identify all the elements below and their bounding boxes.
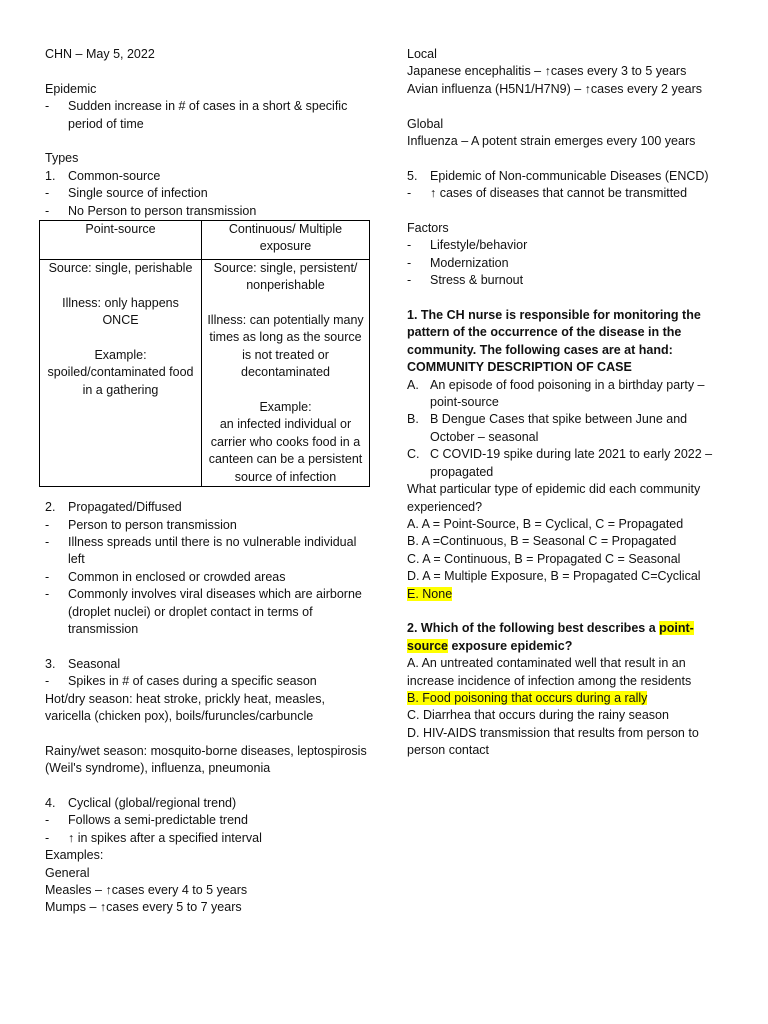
- je-line: Japanese encephalitis – ↑cases every 3 to 5 years: [407, 64, 687, 79]
- list-item: 2. Propagated/Diffused: [45, 500, 182, 515]
- list-item: - Lifestyle/behavior: [407, 238, 528, 253]
- list-item: - Sudden increase in # of cases in a short & specific period of time: [45, 99, 348, 131]
- rainy-season-text: Rainy/wet season: mosquito-borne diseases, leptospirosis (Weil's syndrome), influenza, pneumonia: [45, 743, 367, 776]
- right-column: [407, 46, 727, 760]
- table-cell-continuous: Source: single, persistent/ nonperishable Illness: can potentially many times as long as the source is not treated or decontaminated Example: an infected individual or carrier who cooks food in a canteen can be a persistent source of infection: [202, 259, 370, 486]
- list-item: - Single source of infection: [45, 186, 208, 201]
- table-cell-point-source: Source: single, perishable Illness: only happens ONCE Example: spoiled/contaminated food in a gathering: [40, 259, 202, 486]
- global-label: Global: [407, 116, 444, 131]
- list-item: C. C COVID-19 spike during late 2021 to early 2022 – propagated: [407, 447, 713, 479]
- list-item: - No Person to person transmission: [45, 203, 257, 218]
- option: A. A = Point-Source, B = Cyclical, C = Propagated: [407, 516, 684, 531]
- list-item: 1. Common-source: [45, 168, 161, 183]
- epidemic-heading: Epidemic: [45, 81, 97, 96]
- question-1-prompt: What particular type of epidemic did each community experienced?: [407, 482, 701, 514]
- list-item: 5. Epidemic of Non-communicable Diseases (ENCD): [407, 168, 709, 183]
- answer-highlight: B. Food poisoning that occurs during a rally: [407, 690, 648, 705]
- option: A. An untreated contaminated well that result in an increase incidence of infection among the residents: [407, 656, 692, 688]
- list-item: - Illness spreads until there is no vulnerable individual left: [45, 534, 357, 567]
- option: C. A = Continuous, B = Propagated C = Seasonal: [407, 551, 681, 566]
- list-item: 4. Cyclical (global/regional trend): [45, 795, 237, 810]
- hot-season-text: Hot/dry season: heat stroke, prickly heat, measles, varicella (chicken pox), boils/furuncles/carbuncle: [45, 691, 325, 723]
- answer-highlight: E. None: [407, 586, 453, 601]
- factors-heading: Factors: [407, 221, 449, 236]
- list-item: - Person to person transmission: [45, 517, 237, 532]
- measles-line: Measles – ↑cases every 4 to 5 years: [45, 882, 248, 897]
- left-column: [45, 46, 371, 917]
- option: D. HIV-AIDS transmission that results from person to person contact: [407, 725, 699, 758]
- list-item: B. B Dengue Cases that spike between June and October – seasonal: [407, 412, 688, 444]
- types-heading: Types: [45, 151, 79, 166]
- general-label: General: [45, 865, 90, 880]
- list-item: - Spikes in # of cases during a specific season: [45, 674, 317, 689]
- list-item: - ↑ in spikes after a specified interval: [45, 830, 262, 845]
- list-item: - Stress & burnout: [407, 273, 524, 288]
- local-label: Local: [407, 47, 437, 61]
- doc-title: CHN – May 5, 2022: [45, 47, 155, 61]
- exposure-table: [39, 220, 370, 487]
- influenza-line: Influenza – A potent strain emerges every 100 years: [407, 134, 696, 149]
- option: D. A = Multiple Exposure, B = Propagated C=Cyclical: [407, 569, 701, 584]
- list-item: - ↑ cases of diseases that cannot be transmitted: [407, 186, 688, 201]
- examples-label: Examples:: [45, 848, 104, 863]
- list-item: - Follows a semi-predictable trend: [45, 813, 248, 828]
- option: C. Diarrhea that occurs during the rainy season: [407, 708, 669, 723]
- list-item: A. An episode of food poisoning in a birthday party – point-source: [407, 377, 705, 410]
- list-item: - Commonly involves viral diseases which are airborne (droplet nuclei) or droplet contact in terms of transmission: [45, 587, 362, 636]
- avian-line: Avian influenza (H5N1/H7N9) – ↑cases every 2 years: [407, 81, 703, 96]
- table-header-continuous: Continuous/ Multiple exposure: [202, 221, 370, 260]
- question-1-subheading: COMMUNITY DESCRIPTION OF CASE: [407, 360, 632, 375]
- list-item: - Modernization: [407, 255, 509, 270]
- list-item: - Common in enclosed or crowded areas: [45, 569, 286, 584]
- table-header-point-source: Point-source: [40, 221, 202, 260]
- list-item: 3. Seasonal: [45, 656, 121, 671]
- mumps-line: Mumps – ↑cases every 5 to 7 years: [45, 900, 242, 915]
- question-1: 1. The CH nurse is responsible for monitoring the pattern of the occurrence of the disease in the community. The following cases are at hand:: [407, 308, 701, 357]
- option: B. A =Continuous, B = Seasonal C = Propagated: [407, 534, 677, 549]
- question-2: 2. Which of the following best describes a point-source exposure epidemic?: [407, 621, 694, 653]
